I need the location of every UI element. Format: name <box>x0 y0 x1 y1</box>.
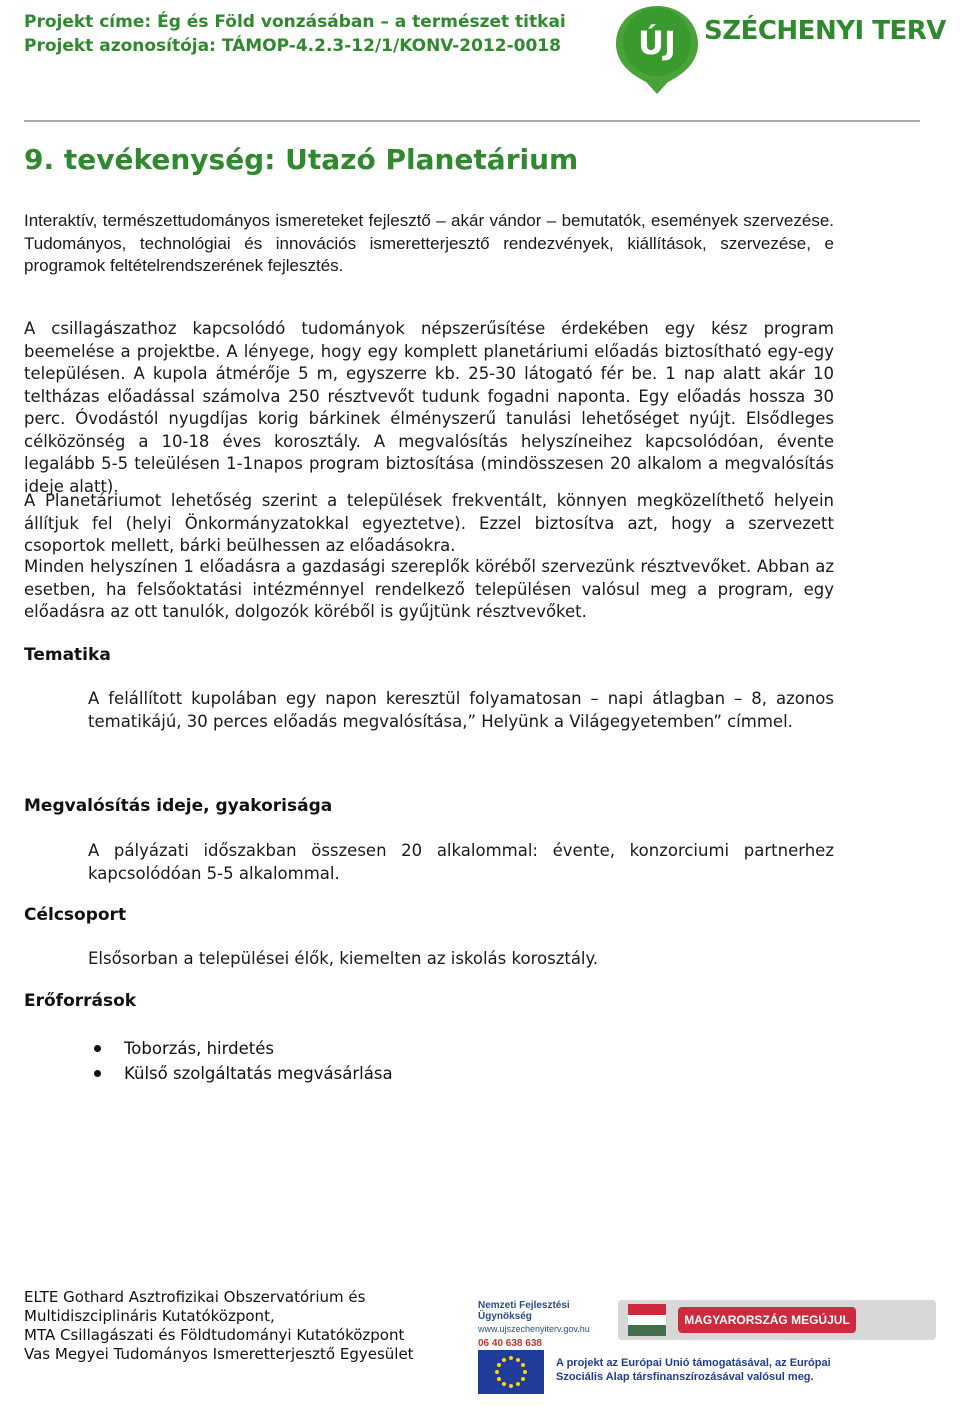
bullet-icon <box>94 1045 101 1052</box>
section-heading-ideje: Megvalósítás ideje, gyakorisága <box>24 796 333 816</box>
list-item: Toborzás, hirdetés <box>90 1036 393 1061</box>
footer-line: Vas Megyei Tudományos Ismeretterjesztő Egyesület <box>24 1345 414 1363</box>
nfu-url: www.ujszechenyiterv.gov.hu <box>478 1324 590 1334</box>
project-title-label: Projekt címe: <box>24 12 152 32</box>
intro-paragraph: Interaktív, természettudományos ismereteket fejlesztő – akár vándor – bemutatók, események szervezése. Tudományos, technológiai és innovációs ismeretterjesztő rendezvények, kiállítások, szervezése, e programok feltételrendszerének fejlesztés. <box>24 211 834 275</box>
body-paragraph: Minden helyszínen 1 előadásra a gazdasági szereplők köréből szervezünk résztvevőket. Abban az esetben, ha felsőoktatási intézménnyel rendelkező településen valósul meg a program, egy előadásra az ott tanulók, dolgozók köréből is gyűjtünk résztvevőket. <box>24 557 834 621</box>
logo-text: SZÉCHENYI TERV <box>704 16 946 46</box>
project-id-label: Projekt azonosítója: <box>24 36 216 56</box>
list-item: Külső szolgáltatás megvásárlása <box>90 1061 393 1086</box>
section-heading-eroforrasok: Erőforrások <box>24 991 137 1011</box>
footer-organizations <box>24 1288 414 1364</box>
footer-line: Multidiszciplináris Kutatóközpont, <box>24 1307 275 1325</box>
resources-list <box>90 1036 393 1086</box>
nfu-phone: 06 40 638 638 <box>478 1338 542 1349</box>
ideje-text: A pályázati időszakban összesen 20 alkalommal: évente, konzorciumi partnerhez kapcsolódóan 5-5 alkalommal. <box>88 841 834 883</box>
tematika-text: A felállított kupolában egy napon keresztül folyamatosan – napi átlagban – 8, azonos tematikájú, 30 perces előadás megvalósítása,” Helyünk a Világegyetemben” címmel. <box>88 689 834 731</box>
nfu-logo <box>478 1300 608 1349</box>
page-title: 9. tevékenység: Utazó Planetárium <box>24 143 579 176</box>
body-paragraph: A Planetáriumot lehetőség szerint a települések frekventált, könnyen megközelíthető helyein állítjuk fel (helyi Önkormányzatokkal egyeztetve). Ezzel biztosítva azt, hogy a szervezett csoportok mellett, bárki beülhessen az előadásokra. <box>24 491 834 555</box>
footer-line: MTA Csillagászati és Földtudományi Kutatóközpont <box>24 1326 405 1344</box>
nfu-name: Nemzeti Fejlesztési Ügynökség <box>478 1300 570 1322</box>
hungarian-flag-icon <box>628 1304 666 1336</box>
logo-mark: ÚJ <box>638 24 676 62</box>
section-heading-tematika: Tematika <box>24 645 111 665</box>
project-title-line <box>24 10 566 34</box>
bullet-icon <box>94 1070 101 1077</box>
project-id-line <box>24 34 561 58</box>
eu-flag-icon <box>478 1350 544 1394</box>
celcsoport-text: Elsősorban a települései élők, kiemelten az iskolás korosztály. <box>88 949 599 968</box>
section-heading-celcsoport: Célcsoport <box>24 905 127 925</box>
project-id-value: TÁMOP-4.2.3-12/1/KONV-2012-0018 <box>221 36 561 56</box>
eu-support-text: A projekt az Európai Unió támogatásával, az Európai Szociális Alap társfinanszírozásával valósul meg. <box>556 1357 831 1383</box>
body-paragraph: A csillagászathoz kapcsolódó tudományok népszerűsítése érdekében egy kész program beemelése a projektbe. A lényege, hogy egy komplett planetáriumi előadás biztosítható egy-egy településen. A kupola átmérője 5 m, egyszerre kb. 25-30 látogató fér be. 1 nap alatt akár 10 teltházas előadással számolva 250 résztvevőt tudunk fogadni naponta. Egy előadás hossza 30 perc. Óvodástól nyugdíjas korig bárkinek élményszerű tanulási lehetőséget nyújt. Elsődleges célközönség a 10-18 éves korosztály. A megvalósítás helyszíneihez kapcsolódóan, évente legalább 5-5 teleülésen 1-1napos program biztosítása (mindösszesen 20 alkalom a megvalósítás ideje alatt). <box>24 319 834 496</box>
magyarorszag-megujul-banner <box>618 1300 936 1340</box>
magyarorszag-megujul-badge: MAGYARORSZÁG MEGÚJUL <box>678 1307 856 1333</box>
footer-line: ELTE Gothard Asztrofizikai Obszervatórium és <box>24 1288 366 1306</box>
uj-badge-icon <box>612 2 702 96</box>
header-divider <box>24 120 920 122</box>
project-title-value: Ég és Föld vonzásában – a természet titkai <box>157 12 566 32</box>
